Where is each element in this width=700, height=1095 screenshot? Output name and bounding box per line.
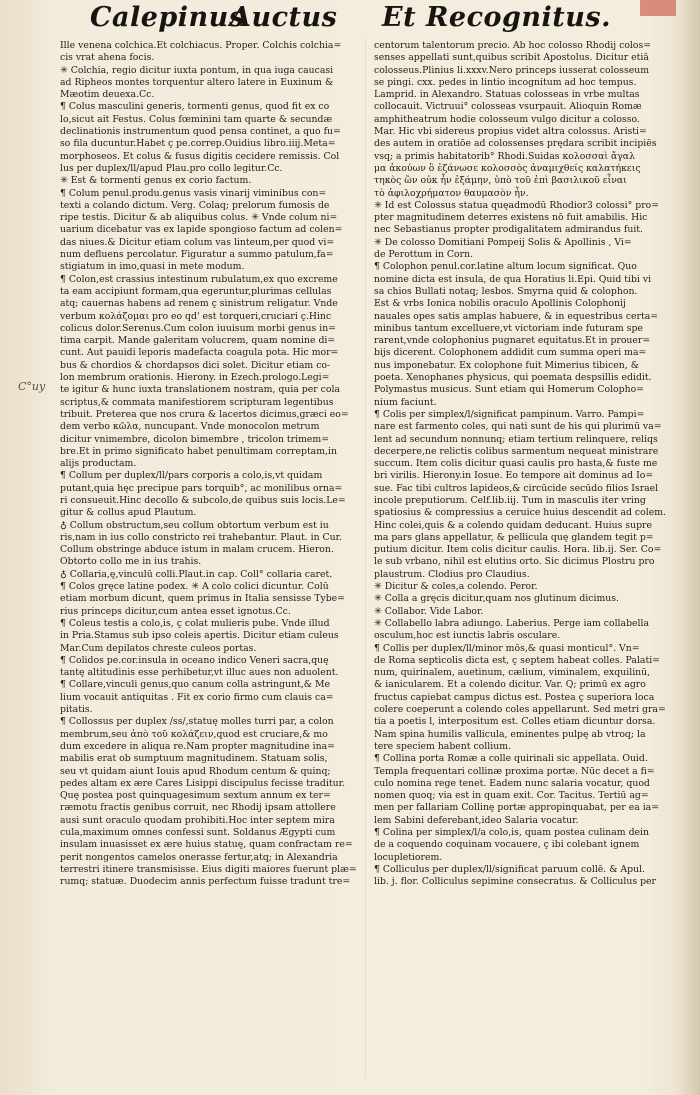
text-line: Hinc colei,quis & a colendo quidam deducant. Huius supre [374,519,652,531]
text-line: ¶ Coleus testis a colo,is, ç colat mulieris pube. Vnde illud [60,617,330,629]
text-line: bus & chordios & chordapsos dici solet. Dicitur etiam co- [60,359,331,371]
text-line: pter magnitudinem deterres existens nō fuit amabilis. Hic [374,212,648,224]
text-line: ✳ Collabor. Vide Labor. [374,605,484,617]
text-line: Est & vrbs Ionica nobilis oraculo Apollinis Colophonij [374,298,626,310]
text-line: Collum obstringe abduce istum in malam crucem. Hieron. [60,544,334,556]
text-line: ¶ Colidos pe.cor.insula in oceano indico Veneri sacra,quę [60,654,329,666]
text-line: Lamprid. in Alexandro. Statuas colosseas in vrbe multas [374,89,640,101]
text-line: rarent,vnde colophonius pugnaret equitatus.Et in prouer= [374,335,651,347]
text-line: Mar.Cum depilatos chreste culeos portas. [60,642,257,654]
text-line: rumq; statuæ. Duodecim annis perfectum fuisse tradunt tre= [60,876,351,888]
text-line: ris,nam in ius collo constricto rei trahebantur. Plaut. in Cur. [60,531,342,543]
text-line: dicitur vnimembre, dicolon bimembre , tricolon trimem= [60,433,329,445]
text-line: ✳ De colosso Domitiani Pompeij Solis & Apollinis , Vi= [374,236,632,248]
text-line: Ille venena colchica.Et colchiacus. Proper. Colchis colchia= [60,40,342,51]
text-line: alijs productam. [60,458,137,470]
text-line: num defluens percolatur. Figuratur a summo patulum,fa= [60,249,334,261]
text-line: seu vt quidam aiunt Iouis apud Rhodum centum & quinq; [60,765,331,777]
text-line: tribuit. Preterea que nos crura & lacertos dicimus,græci eo= [60,408,349,420]
text-line: bri virilis. Hierony.in Iosue. Eo tempore ait dominus ad Io= [374,470,654,482]
text-line: membrum,seu ἀπὸ τοῦ κολάζειν,quod est cruciare,& mo [60,728,328,740]
text-line: ma pars glans appellatur, & pellicula quę glandem tegit p= [374,531,654,543]
text-line: locupletiorem. [374,851,443,863]
text-line: se pingi. cxx. pedes in lintio incognitum ad hoc tempus. [374,76,637,88]
text-line: ¶ Colina per simplex/l/a colo,is, quam postea culinam dein [374,827,649,838]
text-line: de Perottum in Corn. [374,249,474,261]
text-line: ♁ Collaria,ę,vinculū colli.Plaut.in cap. Coll° collaria caret. [60,568,333,580]
text-line: centorum talentorum precio. Ab hoc colosso Rhodij colos= [374,40,652,51]
page-edge-shadow [678,0,700,1095]
text-line: amphitheatrum hodie colosseum vulgo dicitur a colosso. [374,113,640,125]
text-line: de a coquendo coquinam vocauere, ç ibi colebant ignem [374,839,640,851]
text-line: Mar. Hic vbi sidereus propius videt altra colossus. Aristi= [374,126,647,138]
text-line: stigiatum in imo,quasi in mete modum. [60,261,245,273]
text-line: Polymastus musicus. Sunt etiam qui Homerum Colopho= [374,384,644,396]
text-line: ¶ Collum per duplex/ll/pars corporis a colo,is,vt quidam [60,470,323,482]
text-line: collocauit. Victruui° colosseas vsurpauit. Alioquin Romæ [374,101,642,113]
text-line: ri consueuit.Hinc decollo & subcolo,de quibus suis locis.Le= [60,494,346,506]
text-line: lium vocauit antiquitas . Fit ex corio firmo cum clauis ca= [60,691,334,703]
text-line: ¶ Colos gręce latine podex. ✳ A colo colici dicuntur. Colū [60,581,329,593]
text-line: putant,quia hęc precipue pars torquib°, ac monilibus orna= [60,482,343,494]
text-line: men per fallariam Collinę portæ appropinquabat, per ea ia= [374,802,659,814]
text-line: sue. Fac tibi cultros lapideos,& circūcide secūdo filios Israel [374,482,659,494]
text-line: nomen quoq; via est in quam exit. Cor. Tacitus. Tertiū ag= [374,790,649,802]
text-line: pedes altam ex ære Cares Lisippi discipulus fecisse traditur. [60,777,345,789]
text-line: senses appellati sunt,quibus scribit Apostolus. Dicitur etiā [374,52,649,64]
text-line: perit nongentos camelos onerasse fertur,atq; in Alexandria [60,851,338,863]
text-line: Nam spina humilis vallicula, eminentes pulpę ab vtroq; la [374,728,646,740]
text-line: dum excedere in aliqua re.Nam propter magnitudine ina= [60,740,335,752]
text-line: tima carpit. Mande galeritam volucrem, quam nomine di= [60,335,336,347]
text-line: poeta. Xenophanes physicus, qui poemata despsillis edidit. [374,372,652,384]
text-line: morphoseos. Et colus & fusus digitis cecidere remissis. Col [60,150,340,162]
text-line: Mæotim deuexa.Cc. [60,89,155,101]
text-line: ¶ Colliculus per duplex/ll/significat paruum collē. & Apul. [374,863,646,875]
text-line: ✳ Collabello labra adiungo. Laberius. Perge iam collabella [374,617,650,629]
text-line: gitur & collus apud Plautum. [60,507,197,519]
text-line: cis vrat ahena focis. [60,52,155,64]
text-line: nium faciunt. [374,396,437,408]
text-line: putium dicitur. Item colis dicitur caulis. Hora. lib.ij. Ser. Co= [374,544,662,556]
text-line: ta eam accipiunt formam,qua egeruntur,plurimas cellulas [60,285,332,297]
text-line: nomine dicta est insula, de qua Horatius li.Epi. Quid tibi vi [374,273,652,285]
text-line: tantę altitudinis esse perhibetur,vt illuc aues non aduolent. [60,667,339,679]
header-word-et-recognitus: Et Recognitus. [382,2,611,33]
text-line: colere coeperunt a colendo coles appellarunt. Sed metri gra= [374,704,666,716]
text-line: Obtorto collo me in ius trahis. [60,556,202,568]
text-line: rius princeps dicitur,cum antea esset ignotus.Cc. [60,605,291,617]
text-line: ✳ Colchia, regio dicitur iuxta pontum, in qua iuga caucasi [60,64,334,76]
left-text-column [60,40,360,1082]
text-line: de Roma septicolis dicta est, ç septem habeat colles. Palati= [374,654,660,666]
text-line: ad Ripheos montes torquentur altero latere in Euxinum & [60,76,334,88]
text-line: bijs dicerent. Colophonem addidit cum summa operi ma= [374,347,647,359]
text-line: das niues.& Dicitur etiam colum vas linteum,per quod vi= [60,236,335,248]
column-gutter [365,38,366,1078]
text-line: nec Sebastianus propter prodigalitatem admirandus fuit. [374,224,643,236]
text-line: des autem in oratiōe ad colossenses prędara scribit incipiēs [374,138,657,150]
text-line: ¶ Colus masculini generis, tormenti genus, quod fit ex co [60,101,330,113]
text-line: nus imponebatur. Ex colophone fuit Mimerius tibicen, & [374,359,639,371]
text-line: ¶ Collis per duplex/ll/minor mōs,& quasi monticul°. Vn= [374,642,640,654]
text-line: dem verbo κῶλα, nuncupant. Vnde monocolon metrum [60,421,320,433]
text-line: ¶ Colophon penul.cor.latine altum locum significat. Quo [374,261,637,273]
text-line: uarium dicebatur vas ex lapide spongioso factum ad colen= [60,224,343,236]
text-line: le sub vrbano, nihil est elutius orto. Sic dicimus Plostru pro [374,556,655,568]
text-line: lent ad secundum nonnunq; etiam tertium relinquere, reliqs [374,433,658,445]
text-line: Quę postea post quinquagesimum sextum annum ex ter= [60,790,331,802]
text-line: ¶ Colum penul.produ.genus vasis vinarij viminibus con= [60,187,327,199]
text-line: plaustrum. Clodius pro Claudius. [374,568,530,580]
text-line: lem Sabini deferebant,ideo Salaria vocatur. [374,814,579,826]
text-line: tia a poetis l, interpositum est. Colles etiam dicuntur dorsa. [374,716,656,728]
handwritten-margin-note: C°uy [18,380,46,393]
text-line: colicus dolor.Serenus.Cum colon iuuisum morbi genus in= [60,322,336,334]
text-line: spatiosius & compressius a ceruice huius descendit ad colem. [374,507,666,519]
text-line: so fila ducuntur.Habet ç pe.correp.Ouidius libro.iiij.Meta= [60,138,336,150]
text-line: fructus capiebat campus dictus est. Postea ç superiora loca [374,691,655,703]
text-line: succum. Item colis dicitur quasi caulis pro hasta,& fuste me [374,458,658,470]
text-line: lon membrum orationis. Hierony. in Ezech.prologo.Legi= [60,372,330,384]
running-header [60,0,670,36]
text-line: cula,maximum omnes confessi sunt. Soldanus Ægypti cum [60,827,336,838]
text-line: ¶ Collina porta Romæ a colle quirinali sic appellata. Ouid. [374,753,648,765]
text-line: incole preputiorum. Celf.lib.iij. Tum in masculis iter vring [374,494,646,506]
text-line: te igitur & hunc iuxta translationem nostram, quia per cola [60,384,340,396]
text-line: ¶ Collossus per duplex /ss/,statuę molles turri par, a colon [60,716,334,728]
text-line: Templa frequentari collinæ proxima portæ. Nūc decet a fi= [374,765,655,777]
text-line: lib. j. flor. Colliculus sepimine consecratus. & Colliculus per [374,876,656,888]
text-line: mabilis erat ob sumptuum magnitudinem. Statuam solis, [60,753,328,765]
text-line: ✳ Colla a gręcis dicitur,quam nos glutinum dicimus. [374,593,619,605]
text-line: ¶ Colon,est crassius intestinum rubulatum,ex quo excreme [60,273,338,285]
text-line: ripe testis. Dicitur & ab aliquibus colus. ✳ Vnde colum ni= [60,212,338,224]
text-line: & ianicularem. Et a colendo dicitur. Var. Q; primū ex agro [374,679,646,691]
text-line: verbum κολάζομαι pro eo qd' est torqueri,cruciari ç.Hinc [60,310,332,322]
text-line: ausi sunt oraculo quodam prohibiti.Hoc inter septem mira [60,814,335,826]
text-line: scriptus,& commata manifestiorem scripturam legentibus [60,396,334,408]
text-line: ✳ Id est Colossus statua quęadmodū Rhodior3 colossi° pro= [374,199,660,211]
text-line: declinationis instrumentum quod pensa continet, a quo fu= [60,126,341,138]
header-word-auctus: Auctus [230,2,338,33]
text-line: τηκὸς ὢν οὐκ ἦν ἐξάμην, ὑπὸ τοῦ ἐπὶ βασιλικοῦ εἶναι [374,175,627,187]
text-line: ♁ Collum obstructum,seu collum obtortum verbum est iu [60,519,329,531]
right-text-column [374,40,670,1082]
text-line: lus per duplex/ll/apud Plau.pro collo legitur.Cc. [60,162,283,174]
text-line: num, quirinalem, auetinum, cælium, viminalem, exquilinū, [374,667,651,679]
text-line: decerpere,ne relictis colibus sarmentum nequeat ministrare [374,445,659,457]
text-line: nauales opes satis amplas habuere, & in equestribus certa= [374,310,659,322]
text-line: in Pria.Stamus sub ipso coleis apertis. Dicitur etiam culeus [60,630,339,642]
text-line: osculum,hoc est iunctis labris osculare. [374,630,561,642]
text-line: ✳ Dicitur & coles,a colendo. Peror. [374,581,538,593]
text-line: atq; cauernas habens ad renem ç sinistrum religatur. Vnde [60,298,338,310]
text-line: τὸ ἀφιλοχρήματον θαυμασὸν ἦν. [374,187,529,199]
text-line: bre.Et in primo significato habet penultimam correptam,in [60,445,337,457]
header-word-calepinus: Calepinus [90,2,245,33]
text-line: ¶ Collare,vinculi genus,quo canum colla astringunt,& Me [60,679,330,691]
text-line: ræmotu fractis genibus corruit, nec Rhodij ipsam attollere [60,802,336,814]
text-line: μα ἀκούων ὃ ἐζάνωσε κολοσσὸς ἀναμιχθείς καλατήκεις [374,162,641,174]
text-line: etiam morbum dicunt, quem primus in Italia sensisse Tybe= [60,593,345,605]
text-line: minibus tantum excelluere,vt victoriam inde futuram spe [374,322,643,334]
text-line: pitatis. [60,704,93,716]
text-line: culo nomina rege tenet. Eadem nunc salaria vocatur, quod [374,777,650,789]
text-line: ¶ Colis per simplex/l/significat pampinum. Varro. Pampi= [374,408,645,420]
text-line: sa chios Bullati notaq; lesbos. Smyrna quid & colophon. [374,285,638,297]
text-line: ✳ Est & tormenti genus ex corio factum. [60,175,252,187]
text-line: texti a colando dictum. Verg. Colaq; prelorum fumosis de [60,199,330,211]
text-line: cunt. Aut pauidi leporis madefacta coagula pota. Hic mor= [60,347,339,359]
text-line: vsq; a primis habitatorib° Rhodi.Suidas κολοσσαὶ ἄγαλ [374,150,635,162]
text-line: lo,sicut ait Festus. Colus fœminini tam quarte & secundæ [60,113,333,125]
text-line: colosseus.Plinius li.xxxv.Nero princeps iusserat colosseum [374,64,650,76]
text-line: nare est farmento coles, qui nati sunt de his qui plurimū va= [374,421,662,433]
text-line: terrestri itinere transmisisse. Eius digiti maiores fuerunt plæ= [60,863,357,875]
text-line: insulam inuasisset ex ære huius statuę, quam confractam re= [60,839,353,851]
text-line: tere speciem habent collium. [374,740,511,752]
